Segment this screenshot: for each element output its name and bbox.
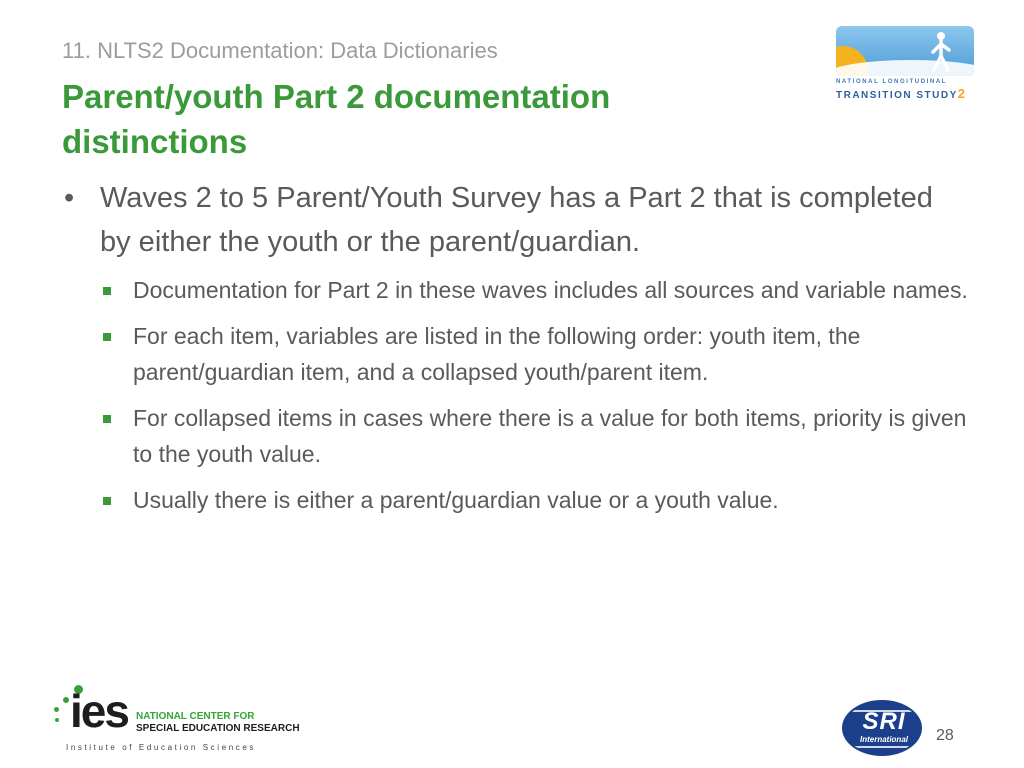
logo-dot-icon xyxy=(54,707,59,712)
sri-logo xyxy=(842,700,924,758)
logo-dot-icon xyxy=(63,697,69,703)
sub-bullet-text: Usually there is either a parent/guardian value or a youth value. xyxy=(133,487,779,513)
square-bullet-icon xyxy=(103,287,111,295)
globe-icon xyxy=(842,700,922,756)
sub-bullet xyxy=(60,272,970,308)
nlts2-logo-number: 2 xyxy=(957,86,967,101)
slide-body xyxy=(60,176,970,528)
square-bullet-icon xyxy=(103,497,111,505)
nlts2-logo-art xyxy=(836,26,974,76)
sub-bullet xyxy=(60,482,970,518)
ies-institute-line: Institute of Education Sciences xyxy=(66,743,256,752)
nlts2-logo-study: TRANSITION STUDY xyxy=(836,90,958,101)
ies-center-line1: NATIONAL CENTER FOR xyxy=(136,711,255,722)
sub-bullet-text: For each item, variables are listed in the following order: youth item, the parent/guardian item, and a collapsed youth/parent item. xyxy=(133,323,861,385)
page-number: 28 xyxy=(936,727,954,744)
main-bullet-text: Waves 2 to 5 Parent/Youth Survey has a Part 2 that is completed by either the youth or the parent/guardian. xyxy=(100,182,933,258)
sri-letters: SRI xyxy=(862,708,906,735)
ies-logo xyxy=(50,684,310,754)
slide-title: Parent/youth Part 2 documentation distinctions xyxy=(62,78,611,160)
ies-wordmark: ies xyxy=(70,685,128,737)
nlts2-logo xyxy=(836,26,974,102)
square-bullet-icon xyxy=(103,415,111,423)
logo-dot-icon xyxy=(55,718,59,722)
walking-person-icon xyxy=(928,30,954,74)
sri-international: International xyxy=(859,735,908,744)
globe-band xyxy=(844,746,920,748)
section-kicker: 11. NLTS2 Documentation: Data Dictionaries xyxy=(62,38,498,63)
bullet-dot-icon: • xyxy=(64,182,75,214)
sub-bullet xyxy=(60,318,970,390)
nlts2-logo-line1: NATIONAL LONGITUDINAL xyxy=(836,79,948,85)
ies-center-line2: SPECIAL EDUCATION RESEARCH xyxy=(136,723,300,734)
sub-bullet-text: For collapsed items in cases where there is a value for both items, priority is given to the youth value. xyxy=(133,405,967,467)
sub-bullet-text: Documentation for Part 2 in these waves includes all sources and variable names. xyxy=(133,277,968,303)
sub-bullet xyxy=(60,400,970,472)
square-bullet-icon xyxy=(103,333,111,341)
nlts2-logo-line2 xyxy=(836,86,967,101)
main-bullet xyxy=(60,176,970,264)
